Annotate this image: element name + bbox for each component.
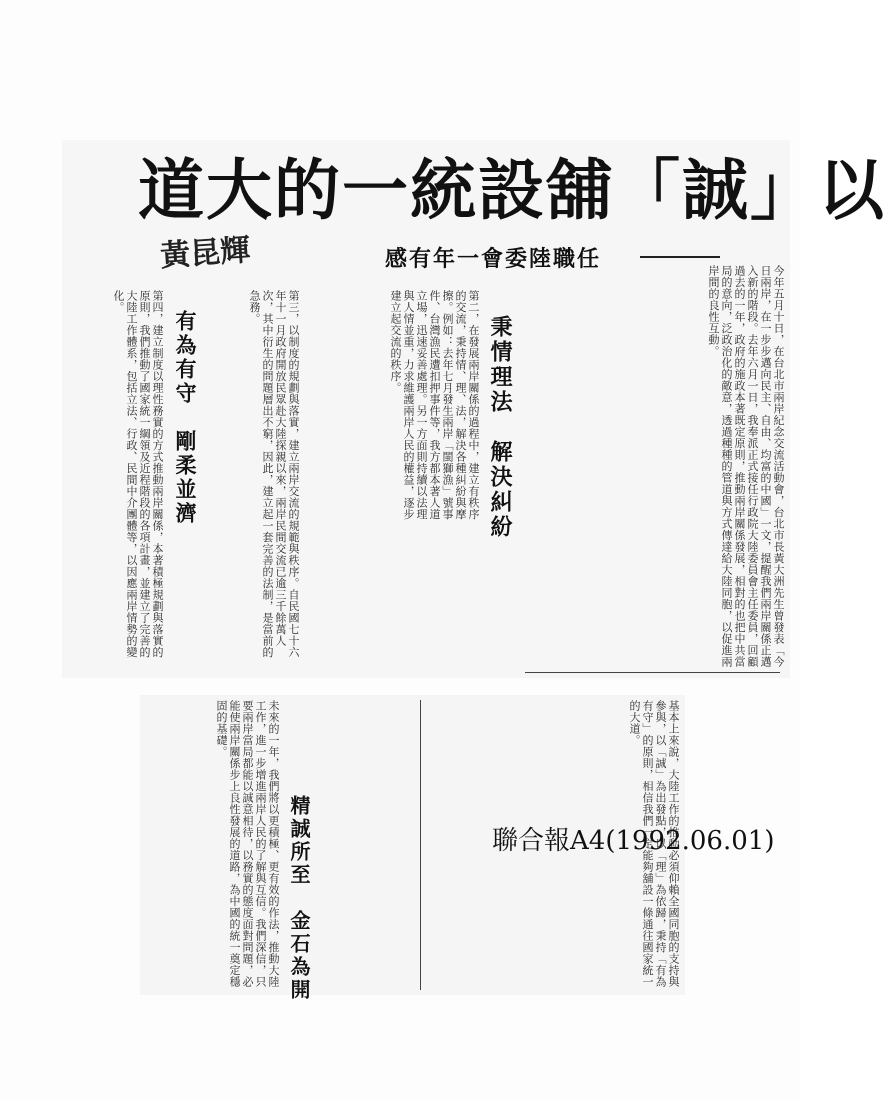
lower-divider-rule xyxy=(420,700,421,990)
section-head-firm: 有為有守 剛柔並濟 xyxy=(173,310,198,526)
closing-column-block: 基本上來說，大陸工作的推動必須仰賴全國同胞的支持與參與，以「誠」為出發點，以「理」為依歸，秉持「有為有守」的原則，相信我們一定能夠舖設一條通往國家統一的大道。 xyxy=(628,700,680,988)
law-column-block: 第三，以制度的規劃與落實，建立兩岸交流的規範與秩序。自民國七十六年十一月政府開放民眾赴大陸探親以來，兩岸民間交流已逾三千餘萬人次，其中衍生的問題層出不窮，因此，建立起一套完善的法制，是當前的急務。 xyxy=(248,290,300,658)
byline: 黃昆輝 xyxy=(159,232,252,275)
reason-column-block: 第二，在發展兩岸關係的過程中，建立有秩序的交流，秉持情、理、法，解決各種糾紛與摩擦。例如：去年七月發生兩岸「閩獅漁」號事件、台灣漁民遭扣押事件等，我方都本著人道立場，迅速妥善處理。另一方面則持續以法理與人情並重，力求維護兩岸人民的權益，逐步建立起交流的秩序。 xyxy=(389,290,480,520)
source-citation: 聯合報A4(1992.06.01) xyxy=(492,826,775,856)
firm-column-block: 第四，建立制度以理性務實的方式推動兩岸關係，本著積極規劃與落實的原則，我們推動了國家統一綱領及近程階段的各項計畫，並建立了完善的大陸工作體系，包括立法、行政、民間中介團體等，以因應兩岸情勢的變化。 xyxy=(112,290,164,658)
upper-bottom-rule xyxy=(525,672,780,673)
headline: 道大的一統設舖「誠」以 xyxy=(138,151,886,229)
subtitle-rule xyxy=(640,256,720,258)
section-head-sincere: 精誠所至 金石為開 xyxy=(287,795,311,1002)
subtitle: 感有年一會委陸職任 xyxy=(385,246,602,272)
intro-column-block: 今年五月十日，在台北市兩岸紀念交流活動會，台北市長黃大洲先生曾發表「今日兩岸，在一步步邁向民主、自由、均富的中國」一文，提醒我們兩岸關係正邁入新的階段。去年六月一日，我奉派正式接任行政院大陸委員會主任委員，回顧過去的一年，政府的施政本著既定原則，推動兩岸關係發展，相對的也把中共當局的意向，泛政治化的敵意，透過種種的管道與方式傳達給大陸同胞，以促進兩岸間的良性互動。 xyxy=(707,265,785,668)
section-head-reason: 秉情理法 解決糾紛 xyxy=(487,315,513,540)
sincere-column-block: 未來的一年，我們將以更積極、更有效的作法，推動大陸工作，進一步增進兩岸人民的了解與互信。我們深信，只要兩岸當局都能以誠意相待，以務實的態度面對問題，必能使兩岸關係步上良性發展的道路，為中國的統一奠定穩固的基礎。 xyxy=(215,700,280,988)
